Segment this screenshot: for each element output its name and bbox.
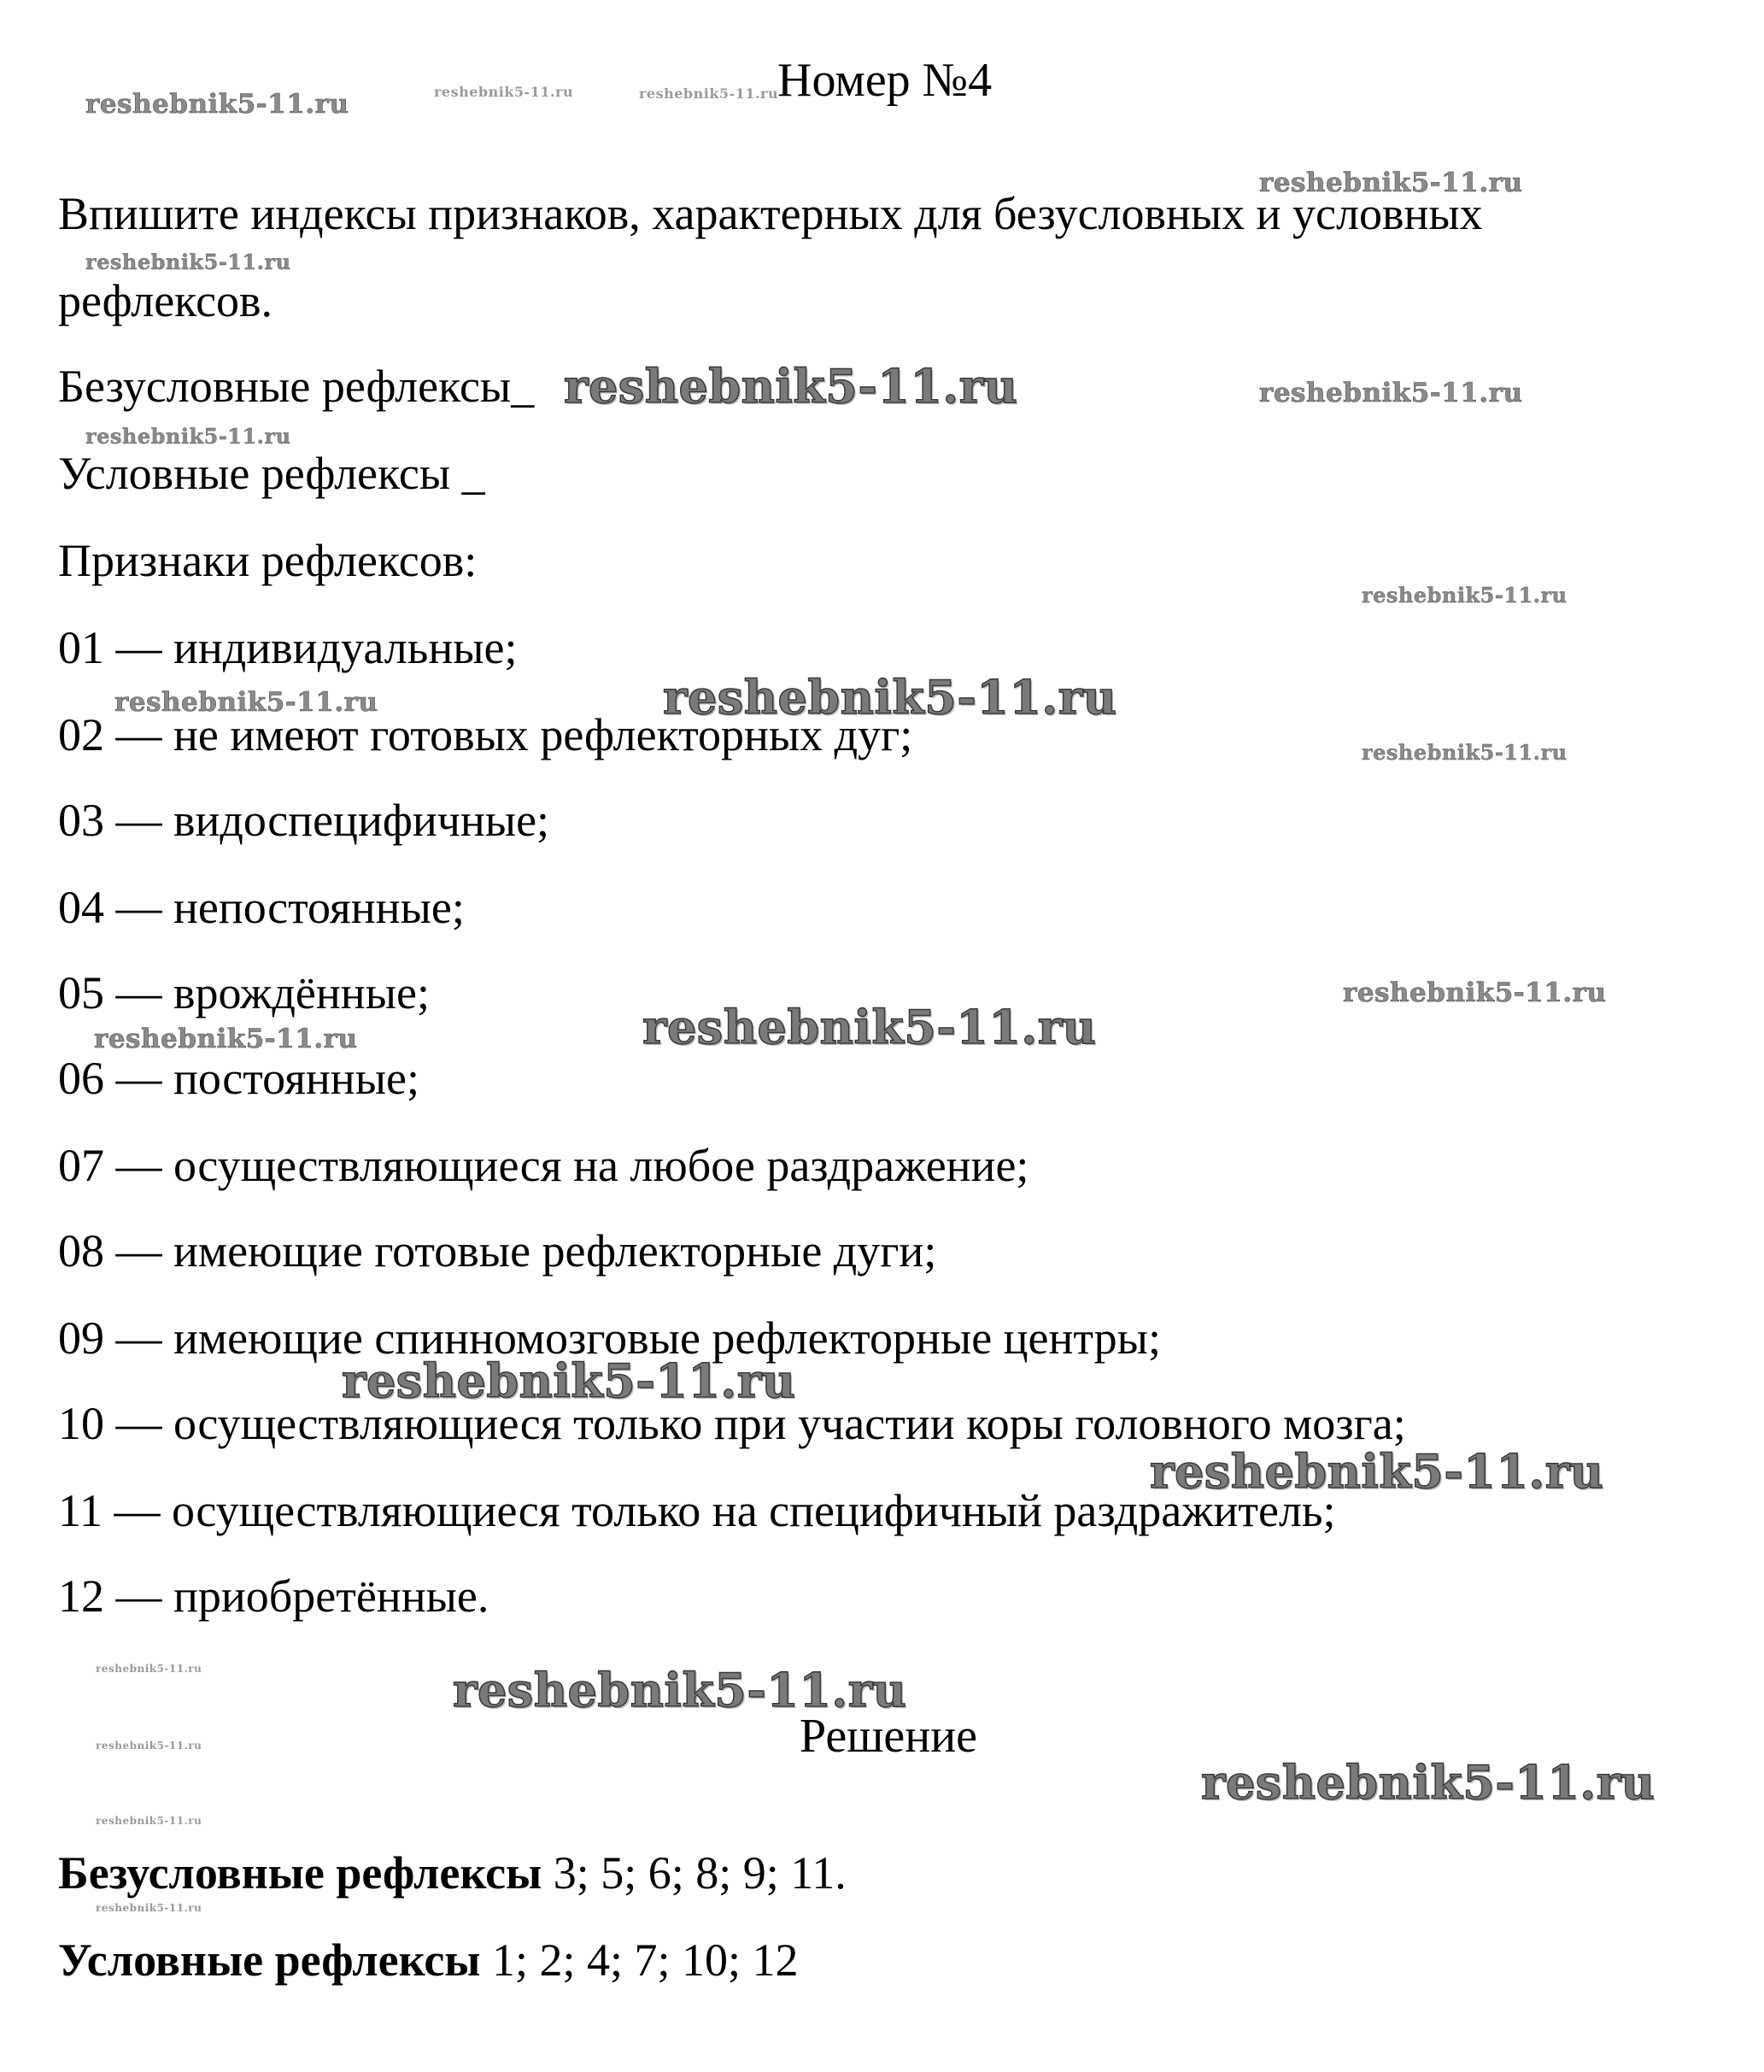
watermark: reshebnik5-11.ru bbox=[94, 1024, 358, 1054]
feature-item: 02 — не имеют готовых рефлекторных дуг; bbox=[58, 709, 913, 760]
watermark: reshebnik5-11.ru bbox=[85, 249, 291, 274]
watermark: reshebnik5-11.ru bbox=[663, 670, 1117, 725]
feature-item: 05 — врождённые; bbox=[58, 967, 430, 1018]
watermark: reshebnik5-11.ru bbox=[453, 1663, 907, 1717]
watermark: reshebnik5-11.ru bbox=[96, 1740, 202, 1752]
watermark: reshebnik5-11.ru bbox=[1259, 378, 1523, 408]
watermark: reshebnik5-11.ru bbox=[96, 1902, 202, 1914]
watermark: reshebnik5-11.ru bbox=[1362, 583, 1568, 608]
solution-heading: Решение bbox=[800, 1710, 978, 1763]
page-title: Номер №4 bbox=[777, 54, 993, 107]
watermark: reshebnik5-11.ru bbox=[342, 1353, 796, 1408]
feature-item: 09 — имеющие спинномозговые рефлекторные центры; bbox=[58, 1312, 1161, 1364]
watermark: reshebnik5-11.ru bbox=[1201, 1755, 1656, 1810]
solution-unconditioned-answer: 3; 5; 6; 8; 9; 11. bbox=[553, 1847, 847, 1899]
watermark: reshebnik5-11.ru bbox=[642, 1000, 1097, 1054]
feature-item: 06 — постоянные; bbox=[58, 1053, 419, 1104]
feature-item: 07 — осуществляющиеся на любое раздражение; bbox=[58, 1140, 1029, 1191]
feature-item: 10 — осуществляющиеся только при участии коры головного мозга; bbox=[58, 1398, 1406, 1449]
watermark: reshebnik5-11.ru bbox=[1362, 740, 1568, 765]
feature-item: 12 — приобретённые. bbox=[58, 1570, 489, 1622]
watermark: reshebnik5-11.ru bbox=[1343, 977, 1607, 1008]
conditioned-prompt: Условные рефлексы _ bbox=[58, 448, 485, 499]
watermark: reshebnik5-11.ru bbox=[564, 359, 1018, 414]
watermark: reshebnik5-11.ru bbox=[1259, 167, 1523, 198]
task-text-line-1: Впишите индексы признаков, характерных для безусловных и условных bbox=[58, 188, 1483, 239]
feature-item: 03 — видоспецифичные; bbox=[58, 795, 550, 846]
feature-item: 01 — индивидуальные; bbox=[58, 622, 518, 673]
watermark: reshebnik5-11.ru bbox=[85, 424, 291, 449]
feature-item: 04 — непостоянные; bbox=[58, 882, 465, 933]
watermark: reshebnik5-11.ru bbox=[434, 84, 574, 100]
watermark: reshebnik5-11.ru bbox=[1150, 1444, 1604, 1499]
watermark: reshebnik5-11.ru bbox=[639, 85, 779, 102]
watermark: reshebnik5-11.ru bbox=[85, 89, 349, 120]
features-heading: Признаки рефлексов: bbox=[58, 535, 478, 586]
feature-item: 08 — имеющие готовые рефлекторные дуги; bbox=[58, 1225, 937, 1277]
task-text-line-2: рефлексов. bbox=[58, 275, 273, 326]
solution-unconditioned-label: Безусловные рефлексы bbox=[58, 1847, 542, 1899]
watermark: reshebnik5-11.ru bbox=[114, 687, 378, 718]
solution-conditioned-label: Условные рефлексы bbox=[58, 1934, 481, 1986]
unconditioned-prompt: Безусловные рефлексы_ bbox=[58, 361, 535, 412]
feature-item: 11 — осуществляющиеся только на специфичный раздражитель; bbox=[58, 1485, 1336, 1536]
solution-unconditioned bbox=[58, 1846, 847, 1900]
solution-conditioned bbox=[58, 1933, 798, 1987]
solution-conditioned-answer: 1; 2; 4; 7; 10; 12 bbox=[491, 1934, 799, 1986]
watermark: reshebnik5-11.ru bbox=[96, 1815, 202, 1827]
watermark: reshebnik5-11.ru bbox=[96, 1663, 202, 1675]
